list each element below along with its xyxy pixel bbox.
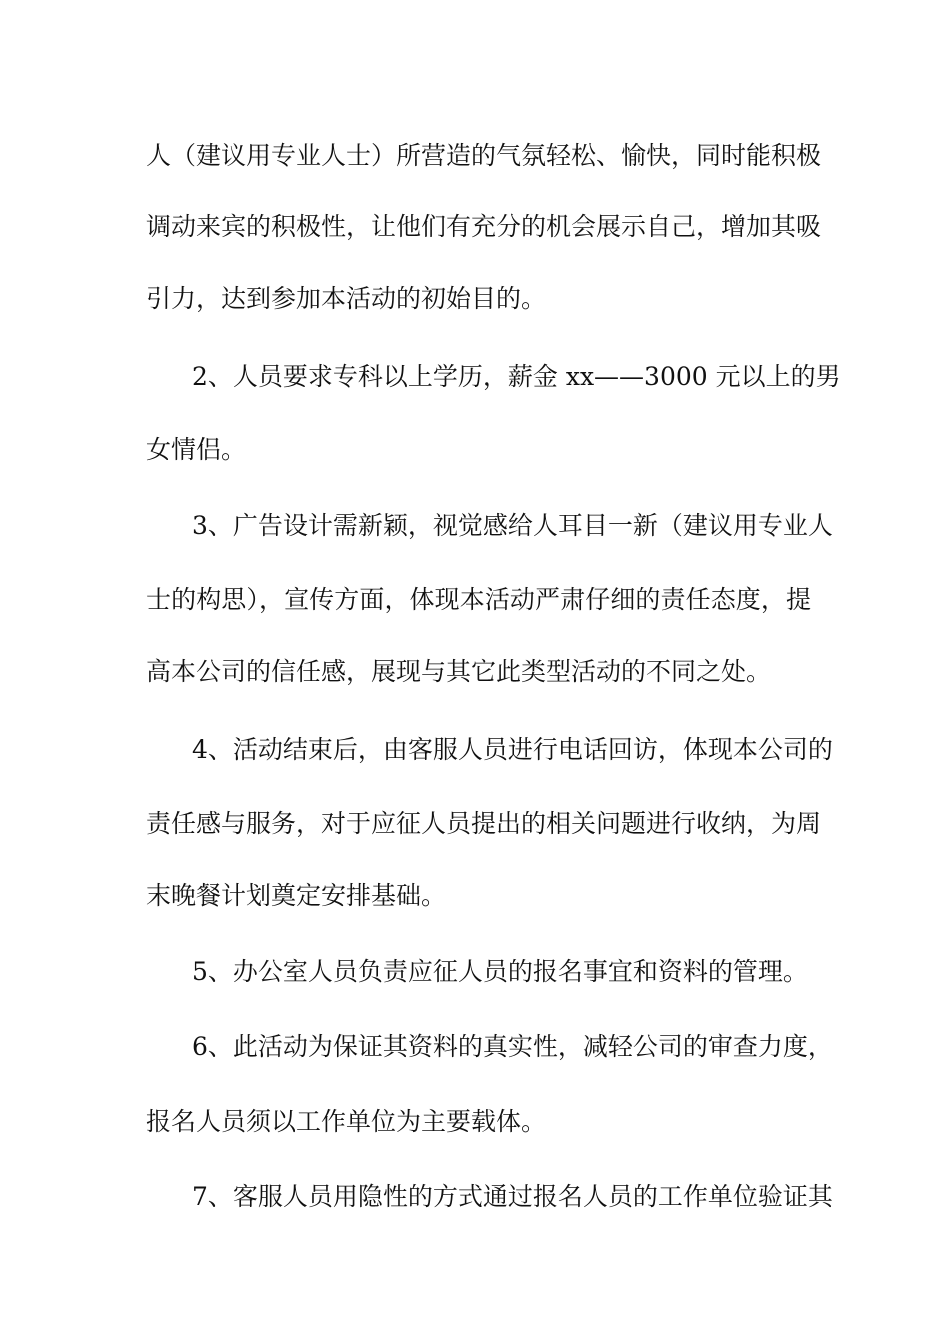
text-line-5: 女情侣。 xyxy=(146,435,247,464)
text-line-4: 2、人员要求专科以上学历，薪金 xx——3000 元以上的男 xyxy=(192,362,841,391)
text-line-3: 引力，达到参加本活动的初始目的。 xyxy=(146,284,547,313)
text-line-6: 3、广告设计需新颖，视觉感给人耳目一新（建议用专业人 xyxy=(192,511,833,540)
text-line-15: 7、客服人员用隐性的方式通过报名人员的工作单位验证其 xyxy=(192,1182,833,1211)
text-line-11: 末晚餐计划奠定安排基础。 xyxy=(146,881,447,910)
text-line-14: 报名人员须以工作单位为主要载体。 xyxy=(146,1107,547,1136)
text-line-2: 调动来宾的积极性，让他们有充分的机会展示自己，增加其吸 xyxy=(146,212,822,241)
text-line-8: 高本公司的信任感，展现与其它此类型活动的不同之处。 xyxy=(146,657,772,686)
text-line-1: 人（建议用专业人士）所营造的气氛轻松、愉快，同时能积极 xyxy=(146,141,822,170)
text-line-7: 士的构思），宣传方面，体现本活动严肃仔细的责任态度，提 xyxy=(146,585,811,614)
text-line-10: 责任感与服务，对于应征人员提出的相关问题进行收纳，为周 xyxy=(146,809,822,838)
text-line-12: 5、办公室人员负责应征人员的报名事宜和资料的管理。 xyxy=(192,957,808,986)
text-line-9: 4、活动结束后，由客服人员进行电话回访，体现本公司的 xyxy=(192,735,833,764)
text-line-13: 6、此活动为保证其资料的真实性，减轻公司的审查力度， xyxy=(192,1032,833,1061)
